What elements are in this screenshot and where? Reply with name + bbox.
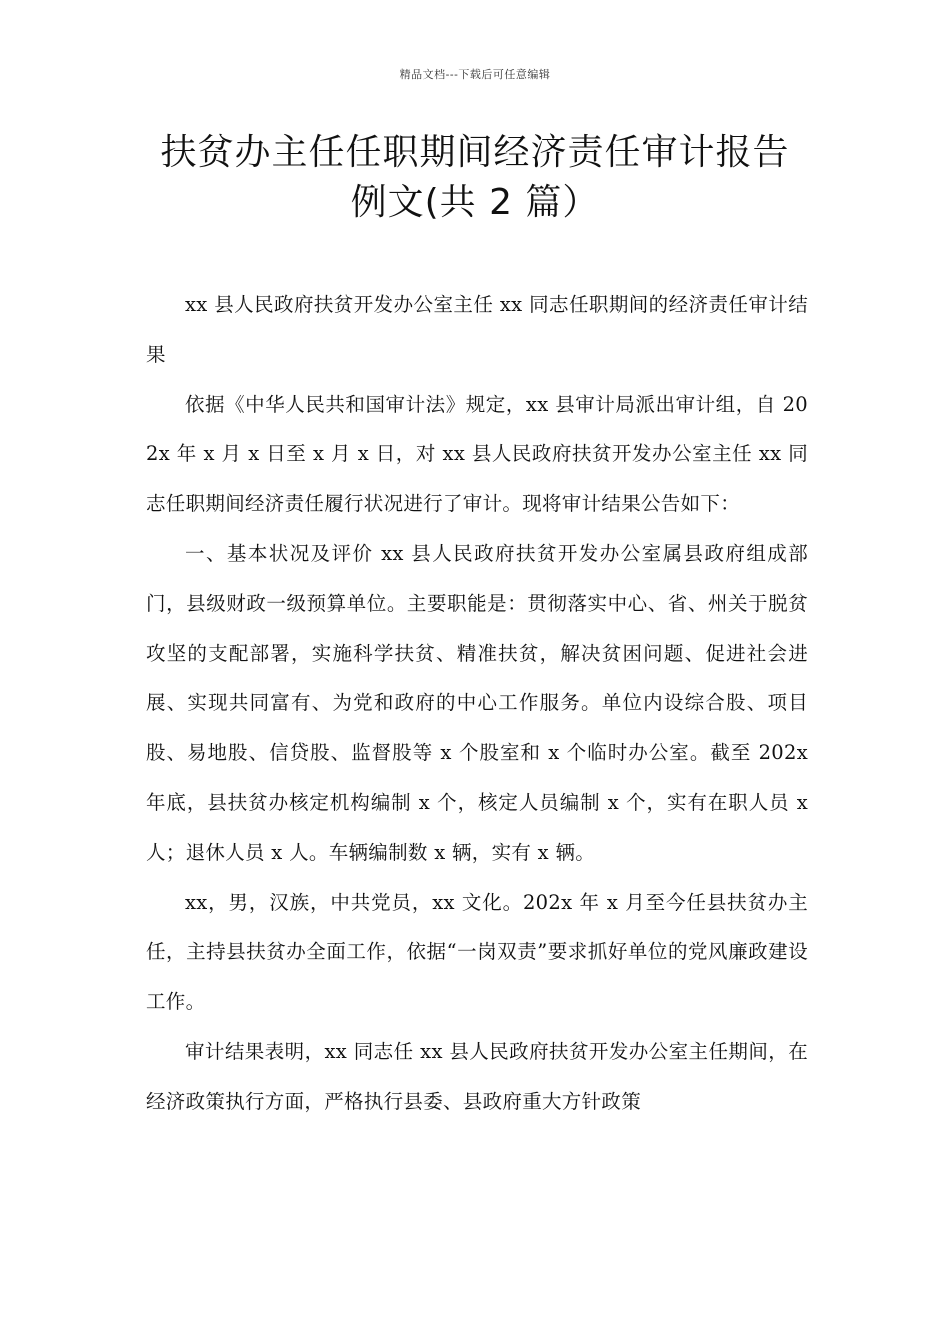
paragraph-basic-situation: 一、基本状况及评价 xx 县人民政府扶贫开发办公室属县政府组成部门，县级财政一级预算单位。主要职能是：贯彻落实中心、省、州关于脱贫攻坚的支配部署，实施科学扶贫、精准扶贫，解决贫困问题、促进社会进展、实现共同富有、为党和政府的中心工作服务。单位内设综合股、项目股、易地股、信贷股、监督股等 x 个股室和 x 个临时办公室。截至 202x 年底，县扶贫办核定机构编制 x 个，核定人员编制 x 个，实有在职人员 x 人；退休人员 x 人。车辆编制数 x 辆，实有 x 辆。 xyxy=(146,541,808,864)
paragraph-basis: 依据《中华人民共和国审计法》规定，xx 县审计局派出审计组，自 202x 年 x 月 x 日至 x 月 x 日，对 xx 县人民政府扶贫开发办公室主任 xx 同志任职期间经济责任履行状况进行了审计。现将审计结果公告如下： xyxy=(146,392,808,516)
document-body xyxy=(146,280,808,1127)
title-line-1: 扶贫办主任任职期间经济责任审计报告 xyxy=(160,132,790,173)
document-title xyxy=(110,128,840,228)
header-note: 精品文档---下载后可任意编辑 xyxy=(399,68,551,81)
paragraph-person-profile: xx，男，汉族，中共党员，xx 文化。202x 年 x 月至今任县扶贫办主任，主持县扶贫办全面工作，依据“一岗双责”要求抓好单位的党风廉政建设工作。 xyxy=(146,890,808,1014)
title-line-2: 例文(共 2 篇） xyxy=(350,182,600,223)
paragraph-audit-result: 审计结果表明，xx 同志任 xx 县人民政府扶贫开发办公室主任期间，在经济政策执行方面，严格执行县委、县政府重大方针政策 xyxy=(146,1039,808,1113)
paragraph-intro: xx 县人民政府扶贫开发办公室主任 xx 同志任职期间的经济责任审计结果 xyxy=(146,293,808,366)
